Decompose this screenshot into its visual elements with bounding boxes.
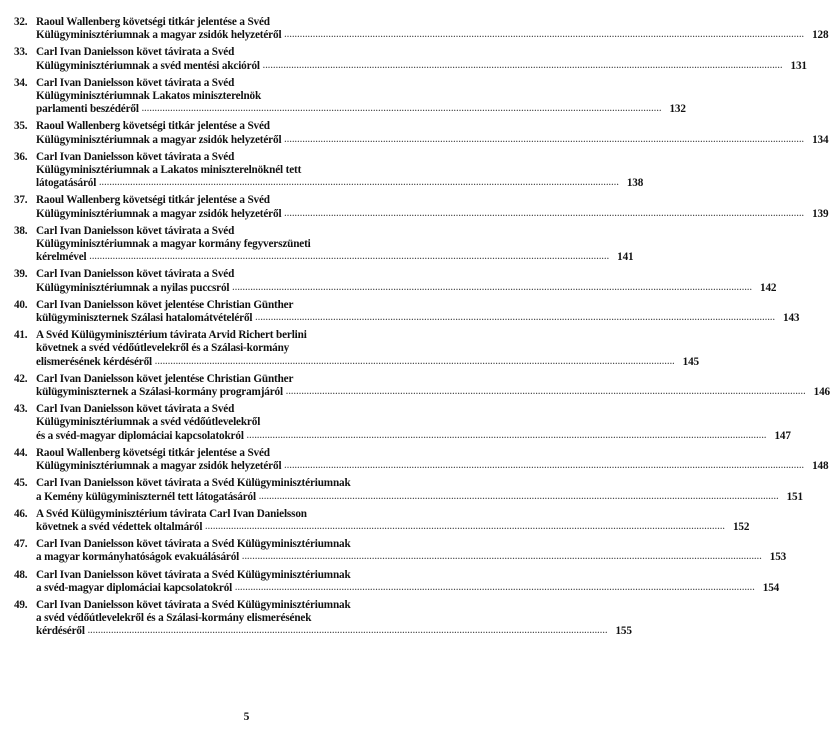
dot-leader: ........................................................................................................................................................................................................ bbox=[87, 626, 608, 636]
entry-page-number: 153 bbox=[769, 551, 787, 564]
entry-title-line: Külügyminisztériumnak a svéd védőútlevelekről bbox=[36, 416, 261, 429]
entry-title-text: Külügyminisztériumnak a magyar zsidók helyzetéről bbox=[36, 207, 282, 220]
entry-title-last-line bbox=[36, 281, 777, 295]
entry-title bbox=[36, 568, 780, 595]
entry-title bbox=[36, 16, 829, 42]
entry-number: 32. bbox=[14, 16, 28, 28]
entry-title bbox=[36, 507, 750, 534]
entry-title bbox=[36, 194, 829, 220]
entry-page-number: 154 bbox=[762, 581, 780, 594]
toc-entry bbox=[14, 329, 700, 369]
entry-title bbox=[36, 538, 787, 564]
entry-page-number: 155 bbox=[615, 625, 632, 638]
entry-title-line: Carl Ivan Danielsson követ távirata a Svéd Külügyminisztériumnak bbox=[36, 598, 351, 611]
toc-entry bbox=[14, 372, 830, 399]
entry-title-text: Külügyminisztériumnak a nyilas puccsról bbox=[36, 281, 230, 294]
entry-page-number: 142 bbox=[760, 281, 777, 294]
entry-title bbox=[36, 598, 632, 639]
entry-title-line: a svéd védőútlevelekről és a Szálasi-kormány elismerésének bbox=[36, 612, 312, 625]
entry-title-last-line bbox=[36, 520, 750, 534]
page-number: 5 bbox=[243, 711, 250, 723]
entry-title-line: Carl Ivan Danielsson követ jelentése Christian Günther bbox=[36, 298, 294, 311]
entry-page-number: 143 bbox=[783, 312, 800, 325]
entry-title bbox=[36, 446, 829, 473]
toc-entry bbox=[14, 538, 787, 564]
entry-title bbox=[36, 120, 829, 146]
toc-entry bbox=[14, 446, 829, 473]
entry-title-line: Carl Ivan Danielsson követ távirata a Svéd bbox=[36, 268, 235, 281]
toc-entry bbox=[14, 403, 791, 443]
entry-title-text: kérdéséről bbox=[36, 625, 85, 638]
entry-title-line: A Svéd Külügyminisztérium távirata Arvid Richert berlini bbox=[36, 329, 307, 342]
toc-entry bbox=[14, 120, 829, 146]
dot-leader: ........................................................................................................................................................................................................ bbox=[284, 134, 805, 144]
entry-page-number: 139 bbox=[812, 207, 829, 220]
entry-title-line: A Svéd Külügyminisztérium távirata Carl Ivan Danielsson bbox=[36, 507, 307, 520]
entry-title-line: Raoul Wallenberg követségi titkár jelentése a Svéd bbox=[36, 194, 270, 207]
entry-title-last-line bbox=[36, 177, 644, 190]
entry-title-text: a svéd-magyar diplomáciai kapcsolatokról bbox=[36, 581, 233, 594]
entry-title-line: Raoul Wallenberg követségi titkár jelentése a Svéd bbox=[36, 16, 270, 28]
entry-number: 36. bbox=[14, 150, 28, 163]
entry-number: 49. bbox=[14, 598, 28, 611]
entry-title-line: Carl Ivan Danielsson követ távirata a Svéd bbox=[36, 150, 235, 163]
entry-page-number: 147 bbox=[774, 429, 791, 442]
entry-number: 33. bbox=[14, 46, 28, 59]
toc-entry bbox=[14, 598, 632, 639]
dot-leader: ........................................................................................................................................................................................................ bbox=[242, 552, 763, 562]
entry-title-line: követnek a svéd védőútlevelekről és a Szálasi-kormány bbox=[36, 342, 290, 355]
entry-page-number: 148 bbox=[812, 460, 829, 473]
entry-title-line: Carl Ivan Danielsson követ távirata a Svéd bbox=[36, 76, 235, 89]
entry-title-text: parlamenti beszédéről bbox=[36, 103, 139, 116]
entry-page-number: 151 bbox=[786, 490, 803, 503]
toc-entry bbox=[14, 224, 634, 265]
entry-page-number: 131 bbox=[790, 59, 807, 72]
dot-leader: ........................................................................................................................................................................................................ bbox=[89, 252, 610, 262]
entry-number: 47. bbox=[14, 538, 28, 551]
table-of-contents bbox=[14, 16, 830, 643]
entry-title-text: és a svéd-magyar diplomáciai kapcsolatokról bbox=[36, 429, 244, 442]
dot-leader: ........................................................................................................................................................................................................ bbox=[141, 104, 662, 114]
entry-number: 46. bbox=[14, 507, 28, 520]
entry-title-last-line bbox=[36, 207, 829, 221]
entry-title-last-line bbox=[36, 429, 791, 443]
entry-title bbox=[36, 329, 700, 369]
entry-title-line: Külügyminisztériumnak Lakatos miniszterelnök bbox=[36, 90, 262, 103]
entry-number: 39. bbox=[14, 268, 28, 281]
toc-entry bbox=[14, 268, 777, 294]
entry-number: 44. bbox=[14, 446, 28, 459]
entry-title-text: külügyminiszternek a Szálasi-kormány programjáról bbox=[36, 386, 283, 399]
entry-title-line: Külügyminisztériumnak a magyar kormány fegyverszüneti bbox=[36, 238, 311, 251]
dot-leader: ........................................................................................................................................................................................................ bbox=[262, 60, 783, 70]
entry-number: 38. bbox=[14, 224, 28, 237]
dot-leader: ........................................................................................................................................................................................................ bbox=[284, 208, 805, 218]
dot-leader: ........................................................................................................................................................................................................ bbox=[155, 356, 676, 366]
entry-page-number: 141 bbox=[617, 251, 634, 264]
entry-page-number: 128 bbox=[812, 29, 829, 42]
entry-title-line: Carl Ivan Danielsson követ távirata a Svéd Külügyminisztériumnak bbox=[36, 477, 351, 490]
toc-entry bbox=[14, 76, 686, 117]
entry-title bbox=[36, 76, 686, 117]
entry-page-number: 145 bbox=[682, 355, 700, 368]
dot-leader: ........................................................................................................................................................................................................ bbox=[255, 313, 776, 323]
dot-leader: ........................................................................................................................................................................................................ bbox=[284, 30, 805, 40]
toc-entry bbox=[14, 150, 644, 191]
entry-title-last-line bbox=[36, 490, 803, 504]
entry-title-text: külügyminiszternek Szálasi hatalomátvételéről bbox=[36, 312, 253, 325]
entry-title bbox=[36, 224, 634, 265]
entry-title-text: Külügyminisztériumnak a magyar zsidók helyzetéről bbox=[36, 29, 282, 42]
entry-title-last-line bbox=[36, 581, 780, 595]
entry-number: 34. bbox=[14, 76, 28, 89]
entry-title bbox=[36, 46, 807, 72]
entry-number: 48. bbox=[14, 568, 28, 581]
toc-entry bbox=[14, 568, 780, 595]
entry-number: 42. bbox=[14, 372, 28, 385]
entry-title-last-line bbox=[36, 103, 686, 116]
entry-page-number: 152 bbox=[732, 520, 750, 533]
entry-title-last-line bbox=[36, 551, 787, 564]
entry-title-last-line bbox=[36, 59, 807, 73]
entry-title-last-line bbox=[36, 29, 829, 42]
entry-title-last-line bbox=[36, 625, 632, 638]
entry-title bbox=[36, 150, 644, 191]
entry-title-line: Carl Ivan Danielsson követ távirata a Svéd Külügyminisztériumnak bbox=[36, 568, 351, 581]
entry-title bbox=[36, 403, 791, 443]
dot-leader: ........................................................................................................................................................................................................ bbox=[258, 491, 779, 501]
entry-title-line: Raoul Wallenberg követségi titkár jelentése a Svéd bbox=[36, 120, 270, 133]
entry-title-last-line bbox=[36, 355, 700, 369]
entry-title-text: látogatásáról bbox=[36, 177, 97, 190]
dot-leader: ........................................................................................................................................................................................................ bbox=[235, 582, 756, 592]
entry-number: 41. bbox=[14, 329, 28, 342]
dot-leader: ........................................................................................................................................................................................................ bbox=[99, 178, 620, 188]
toc-entry bbox=[14, 16, 829, 42]
entry-title-text: követnek a svéd védettek oltalmáról bbox=[36, 520, 203, 533]
toc-entry bbox=[14, 477, 803, 503]
entry-title-text: a Kemény külügyminiszternél tett látogatásáról bbox=[36, 490, 256, 503]
entry-number: 43. bbox=[14, 403, 28, 416]
entry-title-text: elismerésének kérdéséről bbox=[36, 355, 153, 368]
entry-title bbox=[36, 477, 803, 503]
dot-leader: ........................................................................................................................................................................................................ bbox=[205, 521, 726, 531]
entry-page-number: 146 bbox=[813, 386, 830, 399]
entry-title bbox=[36, 268, 777, 294]
dot-leader: ........................................................................................................................................................................................................ bbox=[284, 461, 805, 471]
entry-title-line: Carl Ivan Danielsson követ jelentése Christian Günther bbox=[36, 372, 294, 385]
entry-title-text: kérelmével bbox=[36, 251, 87, 264]
entry-title-line: Raoul Wallenberg követségi titkár jelentése a Svéd bbox=[36, 446, 270, 459]
entry-title-text: Külügyminisztériumnak a magyar zsidók helyzetéről bbox=[36, 133, 282, 146]
entry-title bbox=[36, 298, 800, 325]
dot-leader: ........................................................................................................................................................................................................ bbox=[232, 282, 753, 292]
entry-title-text: a magyar kormányhatóságok evakuálásáról bbox=[36, 551, 240, 564]
entry-number: 45. bbox=[14, 477, 28, 490]
entry-title-last-line bbox=[36, 251, 634, 264]
entry-title-line: Carl Ivan Danielsson követ távirata a Svéd bbox=[36, 224, 235, 237]
entry-title-last-line bbox=[36, 460, 829, 473]
toc-entry bbox=[14, 507, 750, 534]
dot-leader: ........................................................................................................................................................................................................ bbox=[246, 430, 767, 440]
entry-number: 37. bbox=[14, 194, 28, 207]
dot-leader: ........................................................................................................................................................................................................ bbox=[285, 387, 806, 397]
entry-title-line: Carl Ivan Danielsson követ távirata a Svéd Külügyminisztériumnak bbox=[36, 538, 351, 551]
entry-title-text: Külügyminisztériumnak a magyar zsidók helyzetéről bbox=[36, 460, 282, 473]
entry-number: 40. bbox=[14, 298, 28, 311]
entry-title-last-line bbox=[36, 133, 829, 147]
toc-entry bbox=[14, 46, 807, 72]
toc-entry bbox=[14, 298, 800, 325]
entry-number: 35. bbox=[14, 120, 28, 133]
entry-title-line: Carl Ivan Danielsson követ távirata a Svéd bbox=[36, 403, 235, 416]
entry-title-line: Carl Ivan Danielsson követ távirata a Svéd bbox=[36, 46, 235, 59]
entry-page-number: 132 bbox=[669, 103, 686, 116]
entry-page-number: 134 bbox=[812, 133, 829, 146]
entry-page-number: 138 bbox=[626, 177, 644, 190]
entry-title-last-line bbox=[36, 386, 830, 399]
toc-entry bbox=[14, 194, 829, 220]
entry-title-line: Külügyminisztériumnak a Lakatos miniszterelnöknél tett bbox=[36, 164, 302, 177]
entry-title-text: Külügyminisztériumnak a svéd mentési akcióról bbox=[36, 59, 260, 72]
entry-title bbox=[36, 372, 830, 399]
entry-title-last-line bbox=[36, 312, 800, 325]
